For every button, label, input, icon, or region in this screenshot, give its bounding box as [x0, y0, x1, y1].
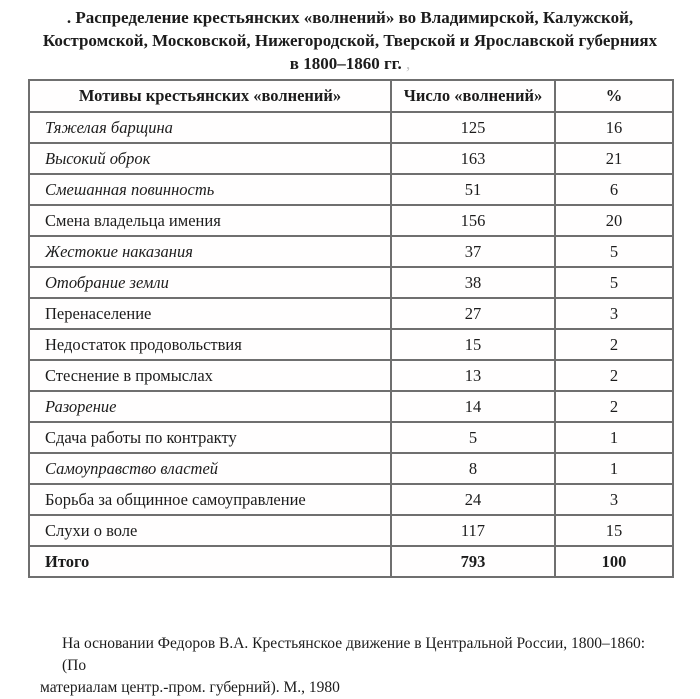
count-cell: 117	[391, 515, 555, 546]
table-row	[29, 360, 673, 391]
column-header-motives: Мотивы крестьянских «волнений»	[29, 80, 391, 112]
citation-line-2: материалам центр.-пром. губерний). М., 1980	[40, 679, 340, 696]
table-row	[29, 143, 673, 174]
percent-cell: 1	[555, 422, 673, 453]
table-row	[29, 205, 673, 236]
percent-cell: 2	[555, 329, 673, 360]
motive-cell: Жестокие наказания	[29, 236, 391, 267]
title-line-2: Костромской, Московской, Нижегородской, Тверской и Ярославской губерниях	[42, 31, 658, 50]
percent-cell: 2	[555, 360, 673, 391]
percent-cell: 1	[555, 453, 673, 484]
count-cell: 14	[391, 391, 555, 422]
motive-cell: Разорение	[29, 391, 391, 422]
motive-cell: Недостаток продовольствия	[29, 329, 391, 360]
count-cell: 51	[391, 174, 555, 205]
motive-cell: Отобрание земли	[29, 267, 391, 298]
count-cell: 15	[391, 329, 555, 360]
percent-cell: 16	[555, 112, 673, 143]
count-cell: 163	[391, 143, 555, 174]
motive-cell: Сдача работы по контракту	[29, 422, 391, 453]
table-row	[29, 515, 673, 546]
count-cell: 156	[391, 205, 555, 236]
count-cell: 5	[391, 422, 555, 453]
source-citation	[40, 633, 665, 699]
motive-cell: Высокий оброк	[29, 143, 391, 174]
table-row	[29, 112, 673, 143]
table-row	[29, 298, 673, 329]
citation-line-1: На основании Федоров В.А. Крестьянское движение в Центральной России, 1800–1860: (По	[62, 635, 646, 674]
total-label-cell: Итого	[29, 546, 391, 577]
column-header-percent: %	[555, 80, 673, 112]
total-row	[29, 546, 673, 577]
page-title	[15, 6, 685, 75]
percent-cell: 5	[555, 267, 673, 298]
percent-cell: 5	[555, 236, 673, 267]
table-row	[29, 329, 673, 360]
table-row	[29, 422, 673, 453]
motive-cell: Смешанная повинность	[29, 174, 391, 205]
peasant-unrest-table	[28, 79, 674, 578]
count-cell: 37	[391, 236, 555, 267]
percent-cell: 3	[555, 298, 673, 329]
motive-cell: Самоуправство властей	[29, 453, 391, 484]
motive-cell: Перенаселение	[29, 298, 391, 329]
motive-cell: Стеснение в промыслах	[29, 360, 391, 391]
table-body	[29, 112, 673, 577]
percent-cell: 21	[555, 143, 673, 174]
table-header-row	[29, 80, 673, 112]
count-cell: 24	[391, 484, 555, 515]
motive-cell: Смена владельца имения	[29, 205, 391, 236]
total-percent-cell: 100	[555, 546, 673, 577]
count-cell: 125	[391, 112, 555, 143]
table-row	[29, 391, 673, 422]
percent-cell: 6	[555, 174, 673, 205]
count-cell: 27	[391, 298, 555, 329]
percent-cell: 20	[555, 205, 673, 236]
faint-comma-artifact: ,	[401, 54, 411, 73]
title-line-3-text: в 1800–1860 гг.	[289, 54, 402, 73]
percent-cell: 3	[555, 484, 673, 515]
title-line-1: . Распределение крестьянских «волнений» во Владимирской, Калужской,	[66, 8, 634, 27]
percent-cell: 2	[555, 391, 673, 422]
count-cell: 8	[391, 453, 555, 484]
count-cell: 13	[391, 360, 555, 391]
table-row	[29, 174, 673, 205]
column-header-count: Число «волнений»	[391, 80, 555, 112]
count-cell: 38	[391, 267, 555, 298]
motive-cell: Тяжелая барщина	[29, 112, 391, 143]
table-row	[29, 236, 673, 267]
title-line-3	[15, 52, 685, 75]
motive-cell: Слухи о воле	[29, 515, 391, 546]
motive-cell: Борьба за общинное самоуправление	[29, 484, 391, 515]
total-count-cell: 793	[391, 546, 555, 577]
table-row	[29, 453, 673, 484]
table-row	[29, 484, 673, 515]
table-row	[29, 267, 673, 298]
percent-cell: 15	[555, 515, 673, 546]
